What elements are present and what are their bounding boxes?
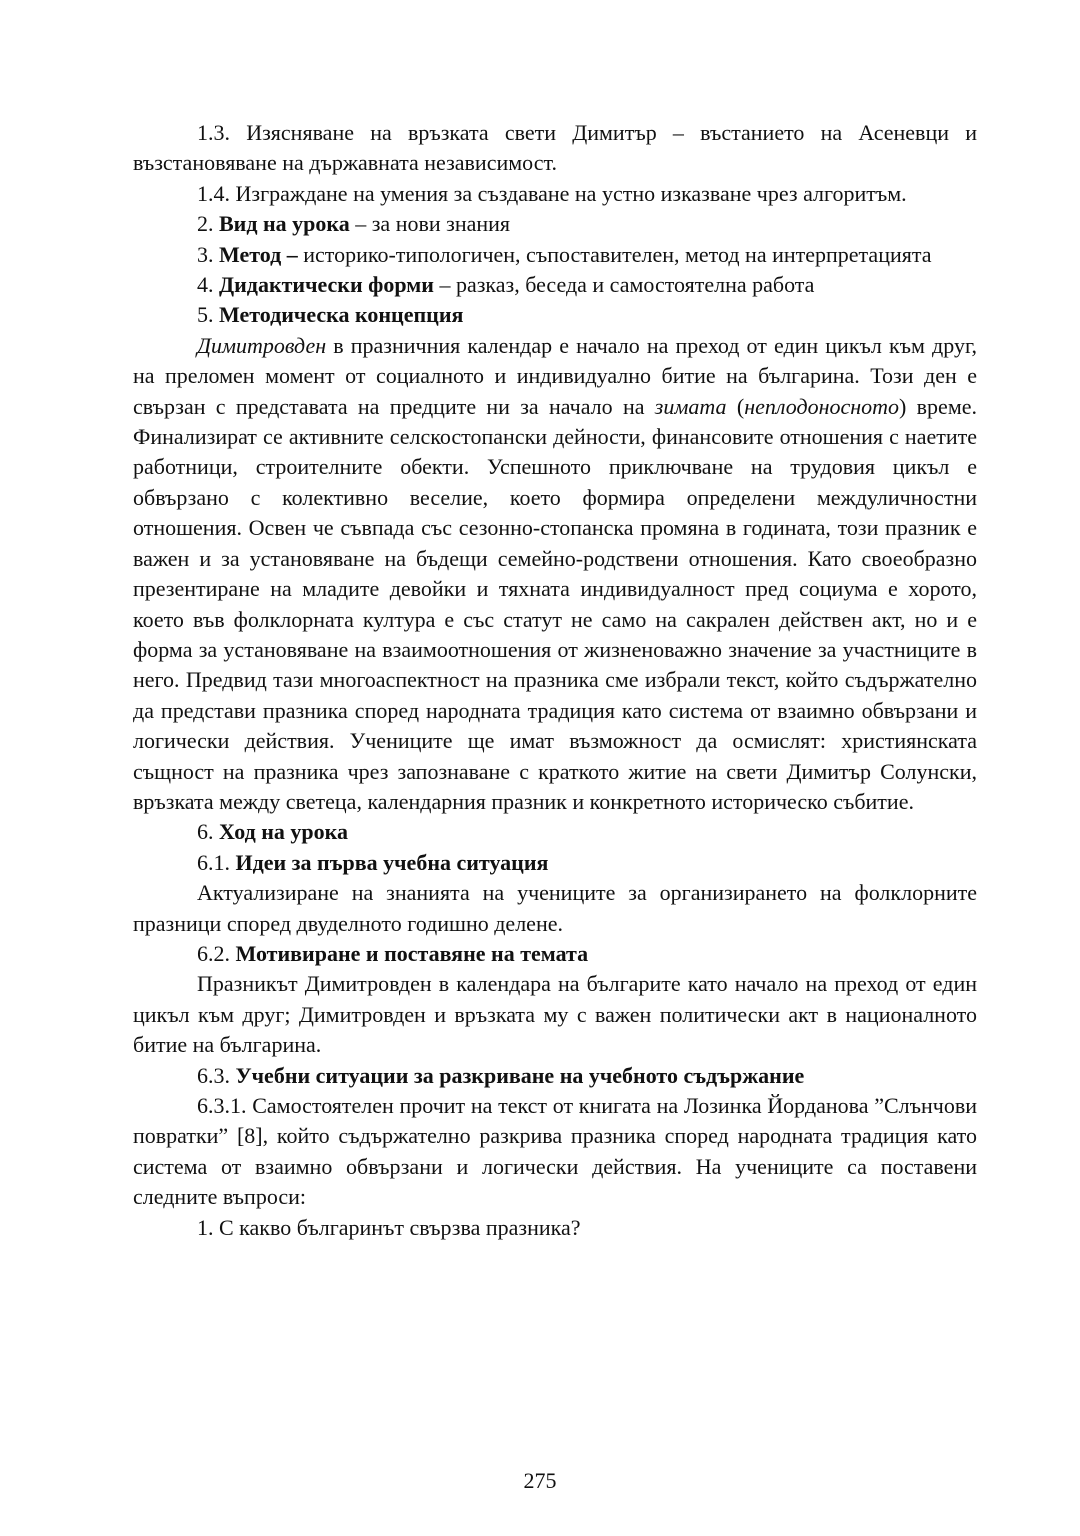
reading-task-text <box>133 1091 977 1213</box>
lesson-flow-heading <box>133 817 977 847</box>
paragraph-text: 6.3.1. Самостоятелен прочит на текст от книгата на Лозинка Йорданова ”Слънчови повратки” [8], който съдържателно разкрива празника според народната традиция като система от взаимно обвързани и логически действия. На учениците са поставени следните въпроси: <box>133 1093 977 1210</box>
paragraph-text: Актуализиране на знанията на учениците за организирането на фолклорните празници според двуделното годишно делене. <box>133 880 977 936</box>
section-heading: Мотивиране и поставяне на темата <box>235 940 589 966</box>
paragraph-text: Празникът Димитровден в календара на българите като начало на преход от един цикъл към друг; Димитровден и връзката му с важен политически акт в националното битие на българина. <box>133 971 977 1058</box>
first-situation-heading <box>133 848 977 878</box>
section-number: 6. <box>197 819 214 845</box>
section-text: историко-типологичен, съпоставителен, метод на интерпретацията <box>303 241 932 267</box>
section-heading: Дидактически форми <box>219 272 434 298</box>
methodical-concept-text <box>133 331 977 818</box>
lesson-type <box>133 209 977 239</box>
learning-situations-heading <box>133 1061 977 1091</box>
paragraph-text: ) време. Финализират се активните селскостопански дейности, финансовите отношения с наетите работници, строителните обекти. Успешното приключване на трудовия цикъл е обвързано с колективно веселие, което формира определени междуличностни отношения. Освен че съвпада със сезонно-стопанска промяна в годината, този празник е важен и за установяване на бъдещи семейно-родствени отношения. Като своеобразно презентиране на младите девойки и тяхната индивидуалност пред социума е хорото, което във фолклорната култура е със статут не само на сакрален действен акт, но и е форма за установяване на взаимоотношения от жизненоважно значение за участниците в него. Предвид тази многоаспектност на празника сме избрали текст, който съдържателно да представи празника според народната традиция като система от взаимно обвързани и логически действия. Учениците ще имат възможност да осмислят: християнската същност на празника чрез запознаване с краткото житие на свети Димитър Солунски, връзката между светеца, календарния празник и конкретното историческо събитие. <box>133 393 978 814</box>
section-text: – за нови знания <box>355 211 511 237</box>
first-situation-text <box>133 878 977 939</box>
section-text: – разказ, беседа и самостоятелна работа <box>439 272 815 298</box>
section-number: 3. <box>197 241 214 267</box>
paragraph-text: в празничния календар е начало на преход от един цикъл към друг, на преломен момент от социалното и индивидуално битие на българина. Този ден е свързан с представата на предците ни за начало на <box>133 332 977 419</box>
section-number: 2. <box>197 211 214 237</box>
page-number: 275 <box>523 1468 557 1493</box>
section-number: 6.2. <box>197 940 230 966</box>
motivation-heading <box>133 939 977 969</box>
question-1 <box>133 1213 977 1243</box>
paragraph-text: ( <box>736 393 745 419</box>
italic-term: зимата <box>654 393 727 419</box>
section-heading: Вид на урока <box>219 211 350 237</box>
section-heading: Идеи за първа учебна ситуация <box>235 849 549 875</box>
section-number: 6.3. <box>197 1062 230 1088</box>
didactic-forms <box>133 270 977 300</box>
section-heading: Методическа концепция <box>219 302 464 328</box>
methodical-concept-heading <box>133 300 977 330</box>
motivation-text <box>133 969 977 1060</box>
italic-term: Димитровден <box>197 332 327 358</box>
section-number: 6.1. <box>197 849 230 875</box>
paragraph-1-3 <box>133 118 977 179</box>
section-number: 4. <box>197 272 214 298</box>
paragraph-text: 1. С какво българинът свързва празника? <box>197 1214 581 1240</box>
section-heading: Ход на урока <box>219 819 348 845</box>
section-heading: Учебни ситуации за разкриване на учебното съдържание <box>235 1062 805 1088</box>
paragraph-text: 1.4. Изграждане на умения за създаване на устно изказване чрез алгоритъм. <box>197 180 907 206</box>
lesson-method <box>133 240 977 270</box>
paragraph-1-4 <box>133 179 977 209</box>
paragraph-text: 1.3. Изясняване на връзката свети Димитър – въстанието на Асеневци и възстановяване на държавната независимост. <box>133 120 977 176</box>
section-heading: Метод – <box>219 241 298 267</box>
italic-term: неплодоносното <box>744 393 900 419</box>
section-number: 5. <box>197 302 214 328</box>
page-body <box>133 118 977 1243</box>
